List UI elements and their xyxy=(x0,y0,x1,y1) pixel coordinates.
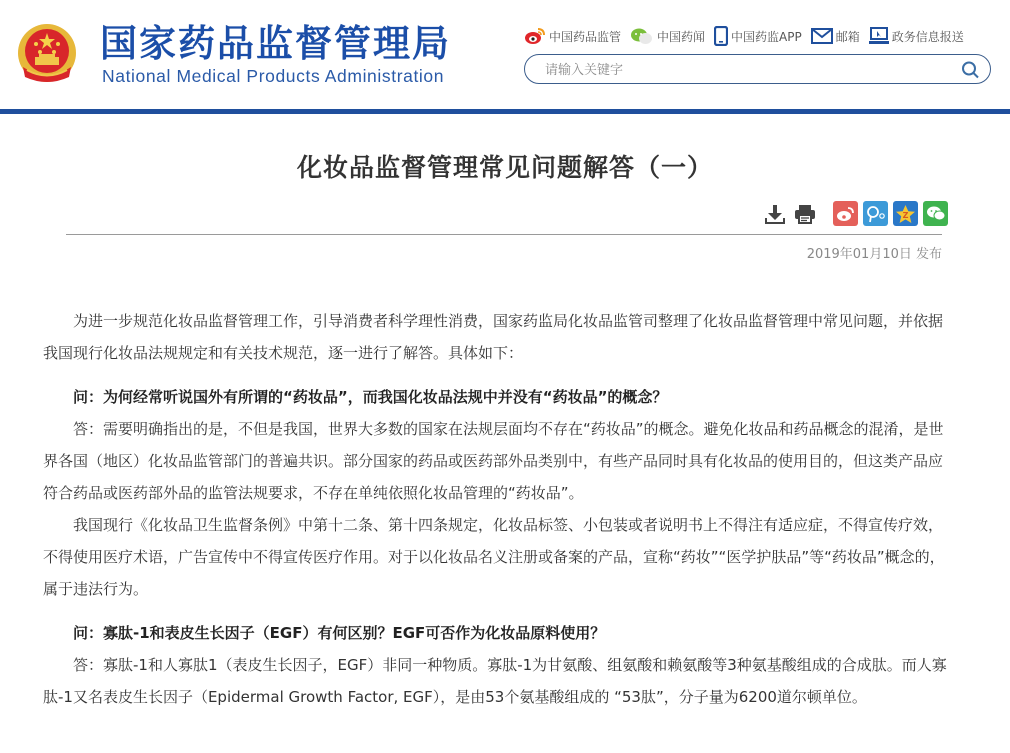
article-meta-divider xyxy=(66,234,942,235)
phone-icon xyxy=(714,26,728,46)
header-divider-bar xyxy=(0,109,1010,114)
link-label: 中国药监APP xyxy=(731,29,802,44)
intro-paragraph: 为进一步规范化妆品监督管理工作，引导消费者科学理性消费，国家药监局化妆品监管司整理了化妆品监督管理中常见问题，并依据我国现行化妆品法规规定和有关技术规范，逐一进行了解答。具体如下： xyxy=(43,312,944,362)
article-title: 化妆品监督管理常见问题解答（一） xyxy=(296,153,713,182)
wechat-icon xyxy=(630,27,654,45)
download-icon xyxy=(765,204,785,224)
question-2: 问：寡肽-1和表皮生长因子（EGF）有何区别？EGF可否作为化妆品原料使用？ xyxy=(73,624,606,642)
svg-text:Z: Z xyxy=(902,210,909,220)
link-label: 邮箱 xyxy=(835,29,860,44)
weibo-icon xyxy=(836,206,855,222)
publish-date: 2019年01月10日 发布 xyxy=(806,247,942,262)
answer-1-paragraph-1: 答：需要明确指出的是，不但是我国，世界大多数的国家在法规层面均不存在“药妆品”的概念。避免化妆品和药品概念的混淆，是世界各国（地区）化妆品监管部门的普遍共识。部分国家的药品或医药部外品类别中，有些产品同时具有化妆品的使用目的，但这类产品应符合药品或医药部外品的监管法规要求，不存在单纯依照化妆品管理的“药妆品”。 xyxy=(43,420,944,502)
link-app[interactable] xyxy=(714,26,802,46)
article-body xyxy=(43,305,948,713)
answer-2-paragraph-1: 答：寡肽-1和人寡肽1（表皮生长因子，EGF）非同一种物质。寡肽-1为甘氨酸、组氨酸和赖氨酸等3种氨基酸组成的合成肽。而人寡肽-1又名表皮生长因子（Epidermal Growth Factor, EGF），是由53个氨基酸组成的 “53肽”，分子量为6200道尔顿单位。 xyxy=(43,656,947,706)
share-wechat-button[interactable] xyxy=(923,201,948,226)
article-toolbar xyxy=(763,201,948,226)
site-header xyxy=(0,0,1010,109)
link-report[interactable] xyxy=(869,27,964,45)
link-label: 中国药品监管 xyxy=(549,29,622,44)
search-box xyxy=(524,54,991,84)
share-pengyou-button[interactable] xyxy=(863,201,888,226)
site-logo-english[interactable]: National Medical Products Administration xyxy=(102,66,445,86)
question-1: 问：为何经常听说国外有所谓的“药妆品”，而我国化妆品法规中并没有“药妆品”的概念？ xyxy=(73,388,668,406)
weibo-icon xyxy=(524,27,546,45)
link-wechat[interactable] xyxy=(630,27,705,45)
search-icon xyxy=(960,60,982,80)
answer-1-paragraph-2: 我国现行《化妆品卫生监督条例》中第十二条、第十四条规定，化妆品标签、小包装或者说明书上不得注有适应症，不得宣传疗效，不得使用医疗术语，广告宣传中不得宣传医疗作用。对于以化妆品名义注册或备案的产品，宣称“药妆”“医学护肤品”等“药妆品”概念的，属于违法行为。 xyxy=(43,516,945,598)
national-emblem-logo[interactable] xyxy=(17,23,77,86)
link-mail[interactable] xyxy=(811,28,860,45)
mail-icon xyxy=(811,28,833,44)
wechat-icon xyxy=(926,205,946,222)
link-weibo[interactable] xyxy=(524,27,621,45)
share-qzone-button[interactable] xyxy=(893,201,918,226)
share-weibo-button[interactable] xyxy=(833,201,858,226)
print-button[interactable] xyxy=(793,202,817,226)
link-label: 中国药闻 xyxy=(657,29,706,44)
pengyou-icon xyxy=(866,205,886,223)
site-logo-chinese[interactable]: 国家药品监督管理局 xyxy=(100,22,451,65)
monitor-icon xyxy=(869,27,889,45)
print-icon xyxy=(794,204,816,224)
download-button[interactable] xyxy=(763,202,787,226)
search-button[interactable] xyxy=(960,60,982,80)
search-input[interactable] xyxy=(545,59,945,81)
qzone-star-icon xyxy=(895,204,916,224)
link-label: 政务信息报送 xyxy=(891,29,964,44)
top-links xyxy=(524,26,973,46)
